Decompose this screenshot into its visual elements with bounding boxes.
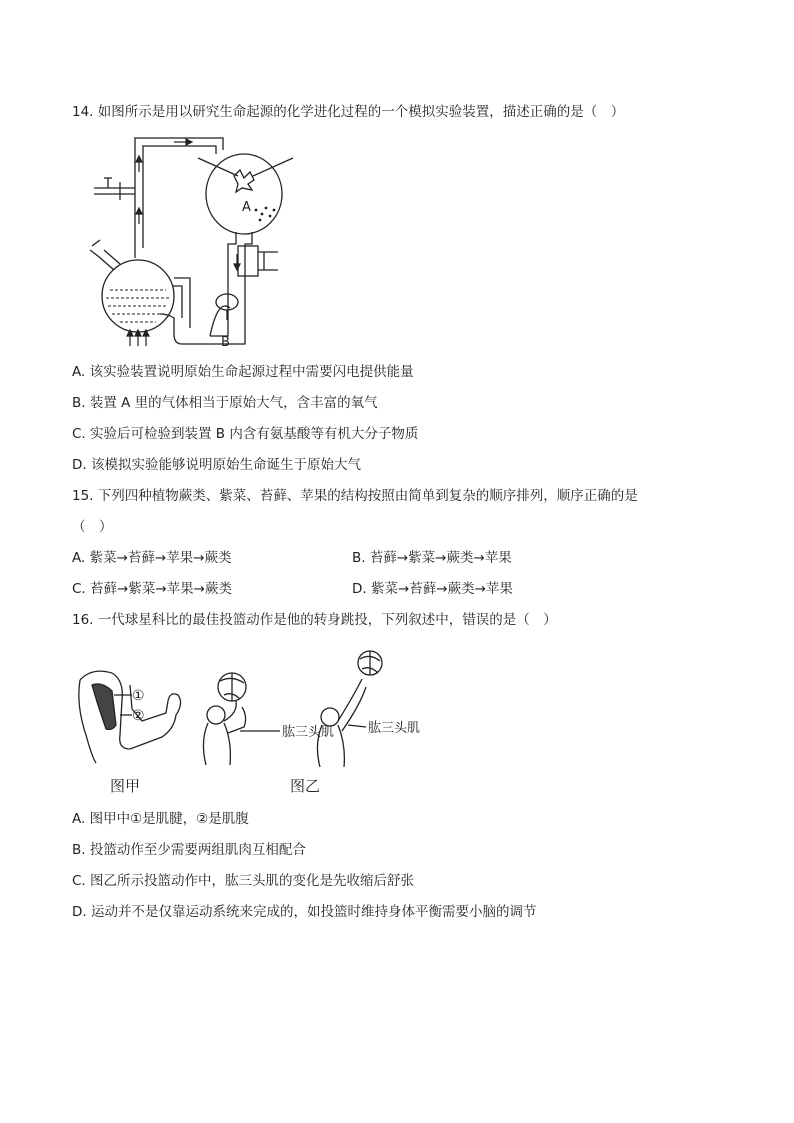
q16-muscle-label-2: 肱三头肌: [368, 721, 421, 736]
q14-apparatus-figure: [78, 128, 308, 350]
q14-stem: 14. 如图所示是用以研究生命起源的化学进化过程的一个模拟实验装置，描述正确的是（ ）: [72, 104, 625, 120]
q15-option-d[interactable]: D. 紫菜→苔藓→蕨类→苹果: [352, 581, 513, 597]
q16-option-b[interactable]: B. 投篮动作至少需要两组肌肉互相配合: [72, 842, 306, 858]
q16-option-c[interactable]: C. 图乙所示投篮动作中，肱三头肌的变化是先收缩后舒张: [72, 873, 415, 889]
q15-option-b[interactable]: B. 苔藓→紫菜→蕨类→苹果: [352, 550, 512, 566]
q16-option-d[interactable]: D. 运动并不是仅靠运动系统来完成的，如投篮时维持身体平衡需要小脑的调节: [72, 904, 537, 920]
q15-stem-cont: （ ）: [72, 519, 113, 535]
q16-stem: 16. 一代球星科比的最佳投篮动作是他的转身跳投，下列叙述中，错误的是（ ）: [72, 612, 557, 628]
q16-caption-jia: 图甲: [110, 777, 141, 795]
q14-option-b[interactable]: B. 装置 A 里的气体相当于原始大气，含丰富的氧气: [72, 395, 378, 411]
q16-caption-yi: 图乙: [290, 777, 321, 795]
q16-muscle-figure: [72, 645, 432, 800]
q16-mark-2: ②: [132, 708, 145, 724]
q14-option-a[interactable]: A. 该实验装置说明原始生命起源过程中需要闪电提供能量: [72, 364, 414, 380]
q16-option-a[interactable]: A. 图甲中①是肌腱，②是肌腹: [72, 811, 249, 827]
q14-option-c[interactable]: C. 实验后可检验到装置 B 内含有氨基酸等有机大分子物质: [72, 426, 419, 442]
q15-option-c[interactable]: C. 苔藓→紫菜→苹果→蕨类: [72, 581, 232, 597]
q16-muscle-label-1: 肱三头肌: [282, 725, 335, 740]
q15-option-a[interactable]: A. 紫菜→苔藓→苹果→蕨类: [72, 550, 232, 566]
q14-label-b: B: [221, 335, 230, 350]
q14-label-a: A: [242, 200, 251, 215]
q16-mark-1: ①: [132, 688, 145, 704]
q15-stem: 15. 下列四种植物蕨类、紫菜、苔藓、苹果的结构按照由简单到复杂的顺序排列，顺序正确的是: [72, 488, 638, 504]
q14-option-d[interactable]: D. 该模拟实验能够说明原始生命诞生于原始大气: [72, 457, 361, 473]
